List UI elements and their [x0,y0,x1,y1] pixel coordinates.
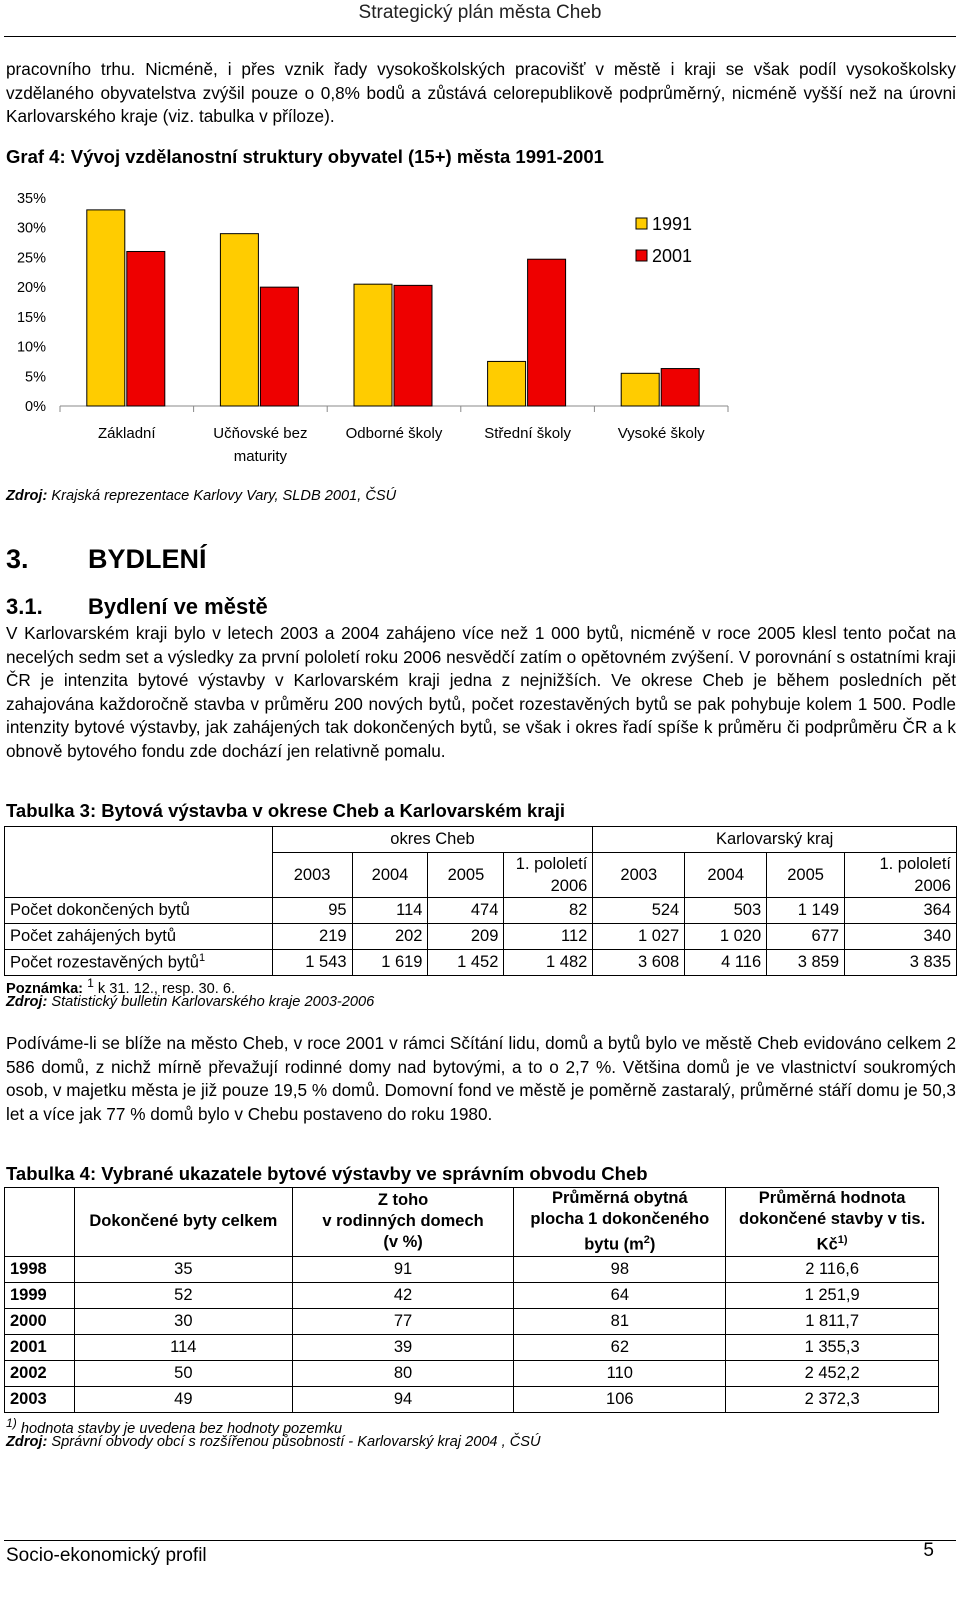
cheb-housing-paragraph: Podíváme-li se blíže na město Cheb, v roce 2001 v rámci Sčítání lidu, domů a bytů bylo ve městě Cheb evidováno celkem 2 586 domů, z nichž mírně převažují rodinné domy nad bytovými, a to o 2,7 %. Většina domů je ve vlastnictví soukromých osob, v majetku města je již pouze 19,5 % domů. Domovní fond ve městě je poměrně zastaralý, průměrné stáří domu je 50,3 let a více jak 77 % domů bylo v Chebu postaveno do roku 1980. [6,1033,956,1124]
table3-group-okres: okres Cheb [272,827,593,853]
graph-source-text: Krajská reprezentace Karlovy Vary, SLDB 2001, ČSÚ [47,488,397,504]
table3-subheader-cell: 2003 [272,853,352,898]
construction-indicators-table [4,1187,939,1413]
table-cell: 98 [514,1256,726,1282]
x-category-label: Střední školy [484,425,571,442]
row-year: 1999 [5,1282,75,1308]
table-row [5,1386,939,1412]
table4-title: Tabulka 4: Vybrané ukazatele bytové výstavby ve správním obvodu Cheb [6,1163,648,1184]
table3-subheader-cell: 1. pololetí 2006 [845,853,957,898]
table-cell: 35 [74,1256,292,1282]
bar-1991-3 [354,284,392,406]
table-row [5,1334,939,1360]
legend-swatch-2001 [636,250,647,261]
table-cell: 1 482 [504,950,593,976]
table3-corner [5,827,273,898]
table-cell: 474 [428,898,504,924]
subsection-number: 3.1. [6,594,43,619]
table-row [5,1308,939,1334]
table3-subheader-cell: 1. pololetí 2006 [504,853,593,898]
table-cell: 81 [514,1308,726,1334]
table-cell: 677 [767,924,845,950]
table-cell: 95 [272,898,352,924]
table3-subheader-cell: 2003 [593,853,685,898]
housing-paragraph: V Karlovarském kraji bylo v letech 2003 a 2004 zahájeno více než 1 000 bytů, nicméně v roce 2005 klesl tento počat na necelých sedm set a výsledky za první pololetí roku 2006 nesvědčí zatím o opětovném zvýšení. V porovnání s ostatními kraji ČR je intenzita bytové výstavby v Karlovarském kraji jedna z nejnižších. Ve okrese Cheb je během posledních pět zahajována každoročně stavba v průměru 200 nových bytů, počet rozestavěných bytů se pak pohybuje kolem 1 500. Podle intenzity bytové výstavby, jak zahájených tak dokončených bytů, se však i okres řadí spíše k průměru či podprůměru ČR a k obnově bytového fondu zde dochází jen relativně pomalu. [6,623,956,761]
x-category-label: Vysoké školy [617,425,705,442]
table4-header-cell: Z toho v rodinných domech (v %) [292,1188,514,1257]
graph-source [6,488,396,504]
table-cell: 2 116,6 [726,1256,939,1282]
table3-group-kraj: Karlovarský kraj [593,827,957,853]
table-cell: 209 [428,924,504,950]
header-rule [4,36,956,37]
row-year: 1998 [5,1256,75,1282]
table-cell: 524 [593,898,685,924]
row-year: 2002 [5,1360,75,1386]
table-cell: 2 372,3 [726,1386,939,1412]
table4-corner [5,1188,75,1257]
y-tick-label: 0% [25,399,46,415]
y-tick-label: 10% [16,339,46,356]
section-number: 3. [6,544,29,574]
table-cell: 1 149 [767,898,845,924]
subsection-heading [6,594,268,620]
table-cell: 503 [685,898,767,924]
section-heading [6,544,207,575]
table-row [5,898,957,924]
y-tick-label: 30% [16,220,46,237]
x-category-label: Odborné školy [345,425,443,442]
table3-note-text: k 31. 12., resp. 30. 6. [93,980,236,997]
table4-header-cell: Průměrná obytná plocha 1 dokončeného bytu $(m^2)$ [514,1188,726,1257]
table3-subheader-cell: 2004 [352,853,428,898]
table4-header-cell: Průměrná hodnota dokončené stavby v tis. $Kč^{1)}$ [726,1188,939,1257]
table-cell: 2 452,2 [726,1360,939,1386]
table3-title: Tabulka 3: Bytová výstavba v okrese Cheb a Karlovarském kraji [6,800,566,821]
table-cell: 42 [292,1282,514,1308]
table-row [5,1282,939,1308]
table-cell: 114 [352,898,428,924]
y-tick-label: 35% [16,191,46,207]
bar-2001-2 [260,287,298,406]
table-cell: 94 [292,1386,514,1412]
intro-paragraph: pracovního trhu. Nicméně, i přes vznik řady vysokoškolských pracovišť v městě i kraji se však podíl vysokoškolsky vzdělaného obyvatelstva zvýšil pouze o 0,8% bodů a zůstává celorepublikově podprůměrný, nicméně vyšší než na úrovni Karlovarského kraje (viz. tabulka v příloze). [6,59,956,126]
table-cell: 219 [272,924,352,950]
table4-header-row [5,1188,939,1257]
education-bar-chart [0,180,760,470]
y-tick-label: 20% [16,280,46,297]
table3-source [6,994,374,1010]
bar-1991-4 [488,361,526,406]
table-cell: 3 859 [767,950,845,976]
table-cell: 1 811,7 [726,1308,939,1334]
table-cell: 3 835 [845,950,957,976]
row-year: 2003 [5,1386,75,1412]
x-category-label: maturity [233,448,288,465]
table4-footnote-sup: 1) [6,1416,17,1430]
table-cell: 3 608 [593,950,685,976]
table-row [5,1256,939,1282]
row-label: Počet dokončených bytů [5,898,273,924]
y-tick-label: 5% [25,369,46,386]
x-category-label: Základní [98,425,156,442]
table4-footnote-text: hodnota stavby je uvedena bez hodnoty pozemku [16,1420,343,1437]
table-cell: 64 [514,1282,726,1308]
legend-label-2001: 2001 [652,246,693,266]
table-cell: 91 [292,1256,514,1282]
table3-source-text: Statistický bulletin Karlovarského kraje 2003-2006 [47,994,375,1010]
row-label: Počet rozestavěných bytů$^1$ [5,950,273,976]
table-cell: 106 [514,1386,726,1412]
bar-1991-5 [621,373,659,406]
table-cell: 112 [504,924,593,950]
table-cell: 49 [74,1386,292,1412]
table4-source-label: Zdroj: [6,1434,48,1450]
table-cell: 202 [352,924,428,950]
table4-header-cell: Dokončené byty celkem [74,1188,292,1257]
table-cell: 340 [845,924,957,950]
table-cell: 110 [514,1360,726,1386]
table3-subheader-cell: 2005 [767,853,845,898]
graph-title: Graf 4: Vývoj vzdělanostní struktury obyvatel (15+) města 1991-2001 [6,146,604,167]
page-number: 5 [923,1540,934,1561]
table-cell: 1 020 [685,924,767,950]
section-title: BYDLENÍ [88,544,207,574]
table-cell: 39 [292,1334,514,1360]
table-cell: 82 [504,898,593,924]
table-cell: 1 452 [428,950,504,976]
footer-rule [4,1540,956,1541]
x-category-label: Učňovské bez [213,425,308,442]
table-cell: 1 251,9 [726,1282,939,1308]
legend-label-1991: 1991 [652,214,693,234]
bar-2001-1 [127,251,165,406]
legend-swatch-1991 [636,218,647,229]
table-cell: 1 619 [352,950,428,976]
table3-subheader-cell: 2005 [428,853,504,898]
row-label-sup: 1 [198,952,206,965]
running-header: Strategický plán města Cheb [358,2,602,23]
subsection-title: Bydlení ve městě [88,594,268,619]
table-row [5,1360,939,1386]
table3-subheader-cell: 2004 [685,853,767,898]
table-cell: 364 [845,898,957,924]
table-row [5,950,957,976]
bar-1991-1 [87,210,125,406]
table-row [5,924,957,950]
bar-1991-2 [220,234,258,406]
table3-note-label: Poznámka: [6,980,84,997]
graph-source-label: Zdroj: [6,488,48,504]
table-cell: 80 [292,1360,514,1386]
housing-construction-table [4,826,957,976]
table-cell: 77 [292,1308,514,1334]
table-cell: 50 [74,1360,292,1386]
table4-source [6,1434,541,1450]
row-year: 2000 [5,1308,75,1334]
table3-source-label: Zdroj: [6,994,48,1010]
table-cell: 1 027 [593,924,685,950]
y-tick-label: 15% [16,309,46,326]
table3-note-sup: 1 [87,976,94,990]
table-cell: 4 116 [685,950,767,976]
bar-2001-3 [394,285,432,406]
table-cell: 1 355,3 [726,1334,939,1360]
table-cell: 62 [514,1334,726,1360]
bar-2001-5 [661,369,699,406]
footer-title: Socio-ekonomický profil [6,1545,207,1566]
table-cell: 114 [74,1334,292,1360]
row-label: Počet zahájených bytů [5,924,273,950]
table-cell: 52 [74,1282,292,1308]
table4-source-text: Správní obvody obcí s rozšířenou působností - Karlovarský kraj 2004 , ČSÚ [47,1434,541,1450]
bar-2001-4 [528,259,566,406]
table-cell: 30 [74,1308,292,1334]
row-year: 2001 [5,1334,75,1360]
y-tick-label: 25% [16,250,46,267]
table-cell: 1 543 [272,950,352,976]
